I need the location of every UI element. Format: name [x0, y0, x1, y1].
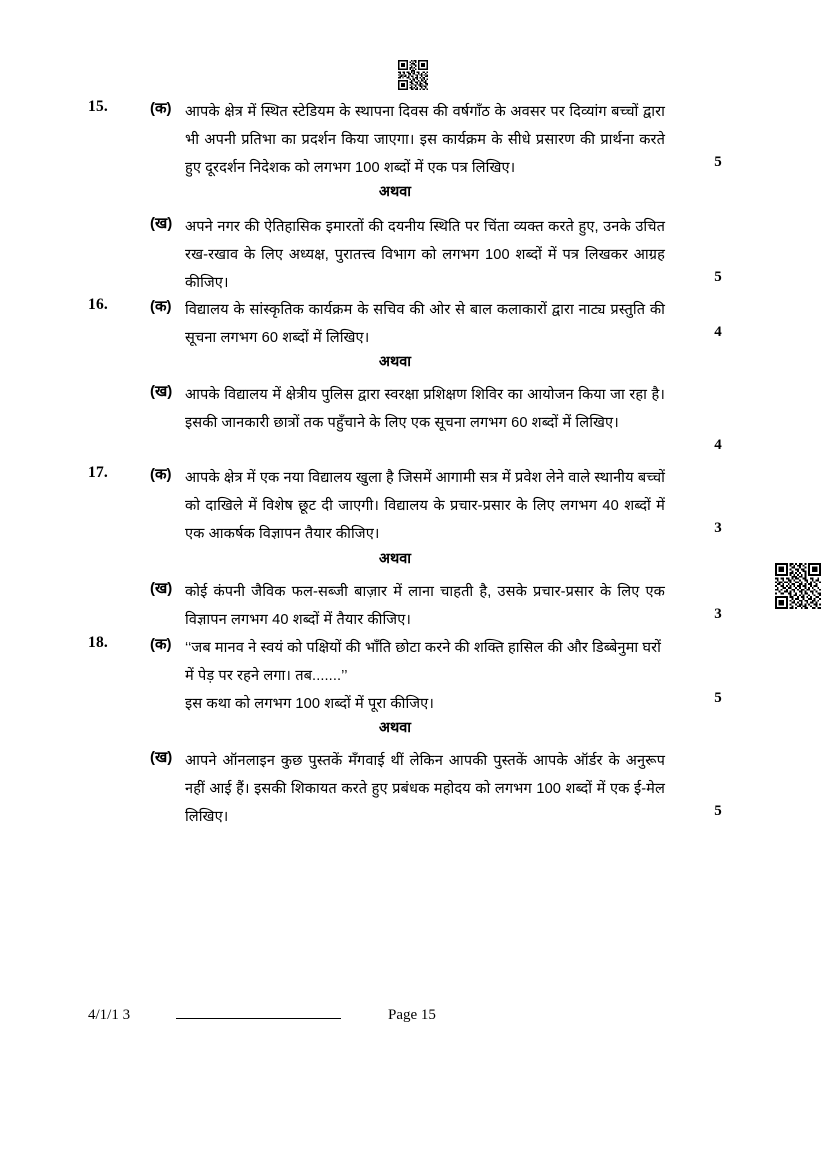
question-text-15a: आपके क्षेत्र में स्थित स्टेडियम के स्थापना दिवस की वर्षगाँठ के अवसर पर दिव्यांग बच्चों द्वारा भी अपनी प्रतिभा का प्रदर्शन किया जाएगा। इस कार्यक्रम के सीधे प्रसारण की प्रार्थना करते हुए दूरदर्शन निदेशक को लगभग 100 शब्दों में एक पत्र लिखिए।: [185, 104, 665, 176]
part-label-18a: (क): [150, 636, 172, 653]
marks-17b: 3: [714, 606, 722, 622]
question-number-18: 18.: [88, 634, 108, 651]
page-footer: [0, 1007, 826, 1031]
question-text-17b: कोई कंपनी जैविक फल-सब्जी बाज़ार में लाना चाहती है, उसके प्रचार-प्रसार के लिए एक विज्ञापन लगभग 40 शब्दों में तैयार कीजिए।: [185, 584, 665, 628]
question-text-15b: अपने नगर की ऐतिहासिक इमारतों की दयनीय स्थिति पर चिंता व्यक्त करते हुए, उनके उचित रख-रखाव के लिए अध्यक्ष, पुरातत्त्व विभाग को लगभग 100 शब्दों में पत्र लिखकर आग्रह कीजिए।: [185, 219, 665, 291]
question-number-16: 16.: [88, 296, 108, 313]
paper-code: 4/1/1 3: [88, 1007, 131, 1023]
marks-15b: 5: [714, 269, 722, 285]
marks-15a: 5: [714, 154, 722, 170]
question-text-16b: आपके विद्यालय में क्षेत्रीय पुलिस द्वारा स्वरक्षा प्रशिक्षण शिविर का आयोजन किया जा रहा है। इसकी जानकारी छात्रों तक पहुँचाने के लिए एक सूचना लगभग 60 शब्दों में लिखिए।: [185, 387, 665, 431]
part-label-16a: (क): [150, 298, 172, 315]
part-label-15a: (क): [150, 100, 172, 117]
question-text-18a: ‘‘जब मानव ने स्वयं को पक्षियों की भाँति छोटा करने की शक्ति हासिल की और डिब्बेनुमा घरों में पेड़ पर रहने लगा। तब.......’’: [185, 640, 661, 684]
or-label-15: अथवा: [378, 184, 412, 200]
or-label-18: अथवा: [378, 720, 412, 736]
question-text-18a-line2: इस कथा को लगभग 100 शब्दों में पूरा कीजिए।: [185, 696, 434, 712]
qr-code-right-icon: [772, 563, 824, 609]
part-label-16b: (ख): [150, 383, 173, 400]
part-label-17a: (क): [150, 466, 172, 483]
question-text-17a: आपके क्षेत्र में एक नया विद्यालय खुला है जिसमें आगामी सत्र में प्रवेश लेने वाले स्थानीय बच्चों को दाखिले में विशेष छूट दी जाएगी। विद्यालय के प्रचार-प्रसार के लिए लगभग 40 शब्दों में एक आकर्षक विज्ञापन तैयार कीजिए।: [185, 470, 665, 542]
part-label-18b: (ख): [150, 749, 173, 766]
marks-18b: 5: [714, 803, 722, 819]
marks-16b: 4: [714, 437, 722, 453]
or-label-16: अथवा: [378, 354, 412, 370]
question-text-18b: आपने ऑनलाइन कुछ पुस्तकें मँगवाई थीं लेकिन आपकी पुस्तकें आपके ऑर्डर के अनुरूप नहीं आई हैं। इसकी शिकायत करते हुए प्रबंधक महोदय को लगभग 100 शब्दों में एक ई-मेल लिखिए।: [185, 753, 665, 825]
footer-divider: [176, 1018, 341, 1019]
question-text-16a: विद्यालय के सांस्कृतिक कार्यक्रम के सचिव की ओर से बाल कलाकारों द्वारा नाट्य प्रस्तुति की सूचना लगभग 60 शब्दों में लिखिए।: [185, 302, 665, 346]
part-label-15b: (ख): [150, 215, 173, 232]
qr-code-top-icon: [396, 60, 430, 90]
question-number-15: 15.: [88, 98, 108, 115]
question-number-17: 17.: [88, 464, 108, 481]
marks-18a: 5: [714, 690, 722, 706]
marks-16a: 4: [714, 324, 722, 340]
page-number-label: Page 15: [388, 1007, 436, 1023]
marks-17a: 3: [714, 520, 722, 536]
part-label-17b: (ख): [150, 580, 173, 597]
or-label-17: अथवा: [378, 551, 412, 567]
